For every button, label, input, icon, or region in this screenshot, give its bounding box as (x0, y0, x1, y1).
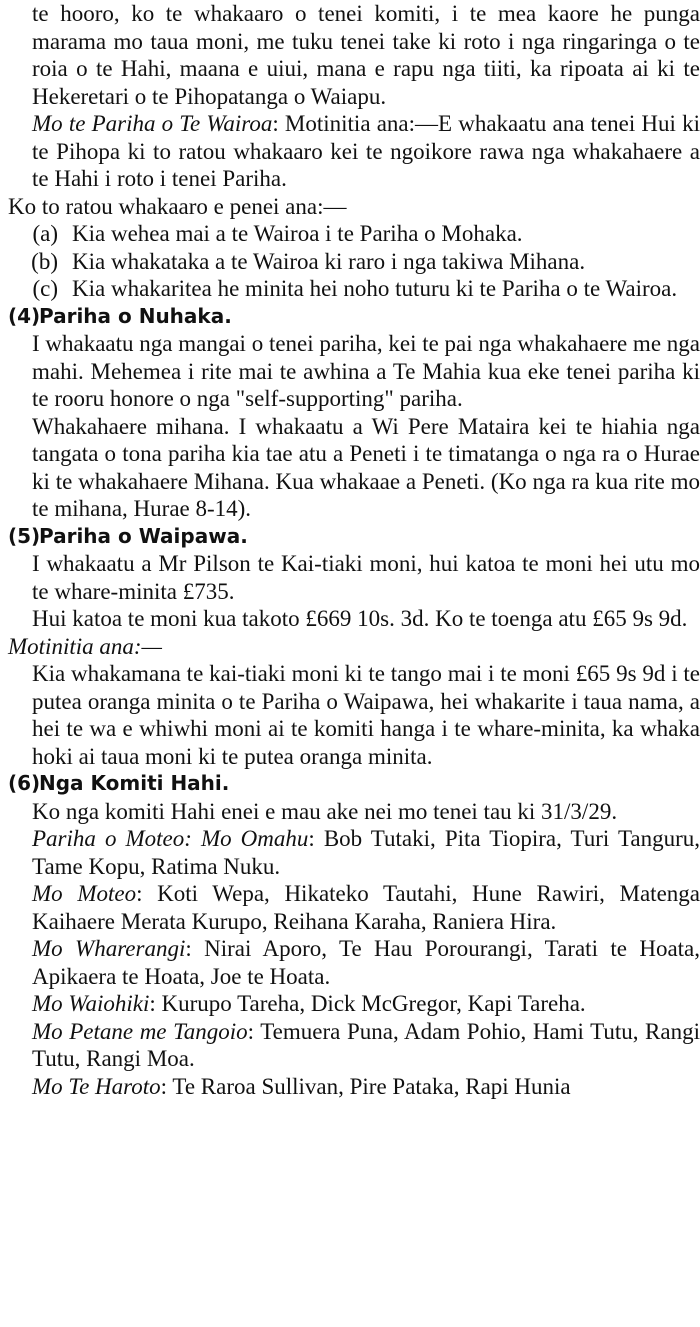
paragraph-nuhaka: I whakaatu nga mangai o tenei pariha, kei te pai nga whakahaere me nga mahi. Mehemea i rite mai te awhina a Te Mahia kua eke tenei pariha ki te rooru honore o nga "self-supporting" pariha. (32, 331, 700, 411)
committee-label: Mo Te Haroto (32, 1073, 161, 1099)
committee-members: : Kurupo Tareha, Dick McGregor, Kapi Tareha. (149, 991, 586, 1016)
committee-members: : Koti Wepa, Hikateko Tautahi, Hune Rawiri, Matenga Kaihaere Merata Kurupo, Reihana Karaha, Raniera Hira. (32, 881, 700, 934)
section-heading-nuhaka (8, 303, 700, 331)
section-number: (4) (8, 303, 41, 328)
committee-moteo (32, 880, 700, 935)
section-number: (6) (8, 771, 41, 795)
section-title: Nga Komiti Hahi. (38, 771, 230, 795)
paragraph-committees-intro: Ko nga komiti Hahi enei e mau ake nei mo tenei tau ki 31/3/29. (32, 798, 618, 824)
list-item-c (32, 275, 700, 303)
committee-waiohiki (32, 990, 700, 1018)
section-heading-committees (8, 770, 700, 798)
committee-wharerangi (32, 935, 700, 990)
list-item-b (31, 248, 700, 276)
committee-label: Mo Petane me Tangoio (32, 1018, 248, 1044)
section-heading-waipawa (8, 523, 700, 551)
paragraph-wairoa-committee: te hooro, ko te whakaaro o tenei komiti, i te mea kaore he punga marama mo taua moni, me tuku tenei take ki roto i nga ringaringa o te roia o te Hahi, maana e uiui, mana e rapu nga tiiti, ka ripoata ai ki te Hekeretari o te Pihopatanga o Waiapu. (32, 1, 700, 109)
motion-text: : Motinitia ana:—E whakaatu ana tenei Hui ki te Pihopa ki to ratou whakaaro kei te ngoikore rawa nga whakahaere a te Hahi i roto i tenei Pariha. (32, 111, 700, 191)
list-label: (a) (32, 221, 58, 246)
list-item-a (32, 220, 700, 248)
list-label: (c) (32, 276, 58, 301)
section-title: Pariha o Waipawa. (38, 523, 248, 548)
document-text (8, 0, 700, 1100)
section-number: (5) (8, 523, 41, 548)
committee-omahu (32, 825, 700, 880)
committee-members: : Temuera Puna, Adam Pohio, Hami Tutu, Rangi Tutu, Rangi Moa. (32, 1018, 700, 1071)
list-label: (b) (31, 248, 58, 274)
paragraph-wairoa-motion (32, 110, 700, 193)
list-text: Kia whakaritea he minita hei noho tuturu ki te Pariha o te Wairoa. (72, 276, 678, 301)
committee-petane (32, 1018, 700, 1073)
paragraph-their-view: Ko to ratou whakaaro e penei ana:— (8, 193, 347, 219)
paragraph-total: Hui katoa te moni kua takoto £669 10s. 3d. Ko te toenga atu £65 9s 9d. (32, 606, 688, 631)
list-text: Kia whakataka a te Wairoa ki raro i nga takiwa Mihana. (72, 248, 586, 274)
paragraph-motion-label: Motinitia ana:— (8, 633, 162, 659)
paragraph-motion: Kia whakamana te kai-tiaki moni ki te tango mai i te moni £65 9s 9d i te putea oranga minita o te Pariha o Waipawa, hei whakarite i taua nama, a hei te wa e whiwhi moni ai te komiti hanga i te whare-minita, ka whaka hoki ai taua moni ki te putea oranga minita. (32, 661, 700, 769)
parish-label: Mo te Pariha o Te Wairoa (32, 111, 273, 136)
committee-members: : Te Raroa Sullivan, Pire Pataka, Rapi Hunia (160, 1073, 571, 1099)
section-title: Pariha o Nuhaka. (38, 303, 232, 328)
committee-members: : Bob Tutaki, Pita Tiopira, Turi Tanguru, Tame Kopu, Ratima Nuku. (32, 826, 700, 879)
committee-label: Mo Moteo (32, 881, 137, 906)
committee-label: Pariha o Moteo: Mo Omahu (32, 826, 309, 851)
committee-label: Mo Wharerangi (32, 936, 186, 961)
paragraph-mission: Whakahaere mihana. I whakaatu a Wi Pere Mataira kei te hiahia nga tangata o tona pariha kia tae atu a Peneti i te timatanga o nga ra o Hurae ki te whakahaere Mihana. Kua whakaae a Peneti. (Ko nga ra kua rite mo te mihana, Hurae 8-14). (32, 413, 700, 521)
committee-members: : Nirai Aporo, Te Hau Porourangi, Tarati te Hoata, Apikaera te Hoata, Joe te Hoata. (32, 936, 700, 989)
committee-label: Mo Waiohiki (32, 991, 150, 1016)
committee-haroto (32, 1073, 700, 1101)
paragraph-treasurer: I whakaatu a Mr Pilson te Kai-tiaki moni, hui katoa te moni hei utu mo te whare-minita £735. (32, 551, 700, 604)
list-text: Kia wehea mai a te Wairoa i te Pariha o Mohaka. (72, 221, 523, 246)
